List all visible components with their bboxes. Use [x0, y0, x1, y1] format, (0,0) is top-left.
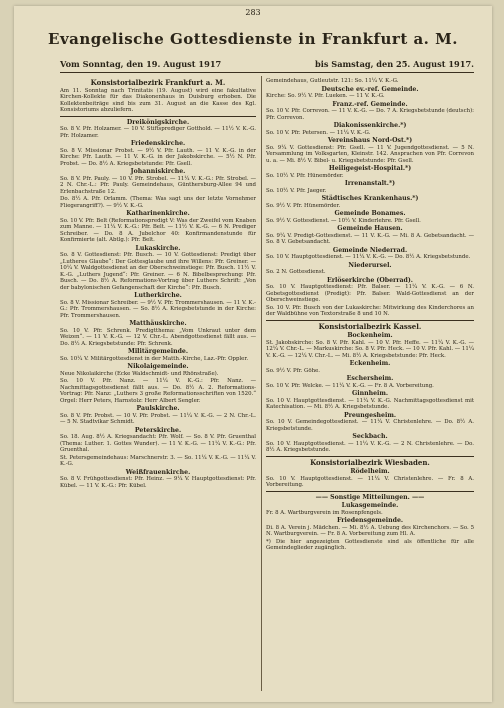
service-text: So. 10½ V. Pfr. Hünemörder. [266, 172, 344, 179]
service-text: Gemeindehaus, Gutleutstr. 121: So. 11¼ V. K.-G. [266, 78, 399, 84]
section-heading: Dreikönigskirche. [126, 118, 190, 126]
service-text: So. 10 V. Hauptgottesdienst. — 11¼ V. K.-G. — 2 N. Christenlehre. — Do. 8½ A. Kriegsbetstunde. [266, 440, 474, 453]
service-text: So. 8 V. Missionar Schreiber. — 9½ V. Pfr. Trommershausen. — 11 V. K.-G.: Pfr. Trommershausen. — So. 8½ A. Kriegsbetstunde in der Kirche: Pfr. Trommershausen. [60, 299, 256, 319]
service-text: So. 10 V. Hauptgottesdienst. — 11¼ V. K.-G. — Do. 8½ A. Kriegsbetstunde. [266, 254, 471, 260]
section-heading: Gemeinde Bonames. [334, 210, 406, 217]
service-text: So. 10 V. Pfr. Nanz. — 11¼ V. K.-G.: Pfr. Nanz. — Nachmittagsgottesdienst fällt aus. — Do. 8½ A. 2. Reformations-Vortrag: Pfr. Nanz: „Luthers 3 große Reformationsschriften von 1520.“ Orgel: Herr Peters, Harnstolz: Herr Albert Sengler. [60, 378, 256, 404]
section-heading: Eschersheim. [346, 375, 394, 382]
page-title: Evangelische Gottesdienste in Frankfurt a. M. [48, 30, 458, 48]
service-text: So. 10 V. Hauptgottesdienst: Pfr. Balser. — 11¼ V. K.-G. — 6 N. Gebetsgottesdienst (Predigt): Pfr. Balser. Wald-Gottesdienst an der Oberschweinstiege. [266, 284, 474, 303]
section-heading: Peterskirche. [134, 426, 182, 434]
section-rule [266, 456, 474, 457]
service-text: So. 9¼ V. Predigt-Gottesdienst. — 11 V. K.-G. — Mi. 8 A. Gebetsandacht. — So. 8 V. Gebetsandacht. [266, 232, 474, 245]
service-text: So. 9¼ V. Gottesdienst: Pfr. Gsell. — 11 V. Jugendgottesdienst. — 5 N. Versammlung im Volksgarten, Kleinstr. 142. Ansprachen von Pfr. Correvon u. a. — Mi. 8½ V. Bibel- u. Kriegsbetstunde: Pfr. Gsell. [266, 144, 474, 164]
service-text: So. 2 N. Gottesdienst. [266, 269, 326, 275]
section-heading: Seckbach. [352, 433, 388, 440]
section-heading: Bockenheim. [347, 332, 393, 339]
service-text: So. 10 V. Pfr. Busch von der Lukaskirche: Mitwirkung des Kinderchores an der Waldbühne von Textorstraße 8 und 10 N. [266, 304, 474, 317]
service-text: So. 8 V. Pfr. Holzamer. — 10 V. Stiftsprediger Gotthold. — 11½ V. K.-G. Pfr. Holzamer. [60, 126, 256, 139]
section-heading: Katharinenkirche. [126, 210, 190, 217]
section-heading: Weißfrauenkirche. [125, 468, 191, 476]
date-start: Vom Sonntag, den 19. August 1917 [60, 59, 222, 69]
section-heading: Konsistorialbezirk Frankfurt a. M. [90, 78, 226, 87]
section-heading: Friedenskirche. [130, 140, 186, 147]
document-page [14, 6, 492, 702]
section-heading: Preungesheim. [343, 411, 397, 419]
service-text: *) Die hier angezeigten Gottesdienste sind als öffentliche für alle Gemeindeglieder zugänglich. [266, 538, 474, 551]
section-heading: Eckenheim. [349, 360, 391, 367]
left-column [60, 78, 256, 490]
section-rule [60, 116, 256, 117]
section-heading: Irrenanstalt.*) [344, 180, 396, 187]
service-text: So. 10 V. Pfr. Petersen. — 11¼ V. K.-G. [266, 129, 371, 136]
section-heading: Nikolaigemeinde. [127, 363, 189, 370]
column-divider [261, 76, 262, 691]
page-number: 283 [245, 8, 261, 17]
service-text: Kirche: So. 9½ V. Pfr. Lueken. — 11 V. K.-G. [266, 93, 385, 99]
section-heading: —— Sonstige Mitteilungen. —— [315, 493, 425, 501]
service-text: So. 8 V. Pfr. Probst. — 10 V. Pfr. Probst. — 11¼ V. K.-G. — 2 N. Chr.-L. — 5 N. Stadtvikar Schmidt. [60, 412, 256, 425]
service-text: St. Petersgemeindehaus: Marschnerstr. 3. — So. 11¼ V. K.-G. — 11¼ V. K.-G. [60, 454, 256, 467]
service-text: Di. 8 A. Verein j. Mädchen. — Mi. 8½ A. Uebung des Kirchenchors. — So. 5 N. Wartburgverein. — Fr. 8 A. Vorbereitung zum Hl. A. [266, 524, 474, 537]
section-heading: Ginnheim. [351, 390, 389, 397]
section-heading: Konsistorialbezirk Kassel. [318, 321, 422, 331]
section-heading: Vereinshaus Nord-Ost.*) [327, 137, 413, 144]
section-heading: Gemeinde Niederrad. [332, 246, 408, 254]
service-text: So. 9½ V. Pfr. Hünemörder. [266, 202, 341, 209]
service-text: So. 10 V. Gemeindegottesdienst. — 11¼ V. Christenlehre. — Do. 8½ A. Kriegsbetstunde. [266, 419, 474, 432]
service-text: So. 10 V. Pfr. Schrenk. Predigtthema: „Vom Unkraut unter dem Weizen“. — 11 V. K.-G. — 12 V. Chr.-L. Abendgottesdienst fällt aus. — Do. 8½ A. Kriegsbetstunde: Pfr. Schrenk. [60, 327, 256, 347]
section-heading: Deutsche ev.-ref. Gemeinde. [321, 85, 419, 93]
service-text: Fr. 8 A. Wartburgverein im Rosenpfengels. [266, 509, 383, 516]
service-text: So. 9½ V. Pfr. Göhe. [266, 367, 320, 374]
service-text: So. 10 V. Pfr. Welcke. — 11¼ V. K.-G. — Fr. 8 A. Vorbereitung. [266, 382, 434, 389]
section-heading: Städtisches Krankenhaus.*) [321, 195, 419, 202]
service-text: St. Jakobskirche: So. 8 V. Pfr. Kahl. — 10 V. Pfr. Heffe. — 11¼ V. K.-G. — 12¼ V. Chr.-L. — Markuskirche: So. 8 V. Pfr. Heck. — 10 V. Pfr. Kahl. — 11¼ V. K.-G. — 12¼ V. Chr.-L. — Mi. 8½ A. Kriegsbetstunde: Pfr. Heck. [266, 339, 474, 359]
service-text: So. 10 V. Pfr. Correvon. — 11 V. K.-G. — Do. 7 A. Kriegsbetstunde (deutsch): Pfr. Correvon. [266, 108, 474, 121]
service-text: So. 10½ V. Pfr. Jaeger. [266, 187, 327, 194]
section-heading: Lukaskirche. [135, 244, 181, 252]
service-text: So. 10¼ V. Militärgottesdienst in der Matth.-Kirche, Laz.-Pfr. Oppler. [60, 355, 249, 362]
section-heading: Paulskirche. [136, 405, 180, 412]
section-rule [266, 491, 474, 492]
section-heading: Lukasgemeinde. [341, 502, 399, 509]
section-heading: Friedensgemeinde. [336, 517, 404, 524]
section-heading: Diakonissenkirche.*) [333, 122, 407, 129]
service-text: So. 8 V. Missionar Probst. — 9½ V. Pfr. Lauth. — 11 V. K.-G. in der Kirche: Pfr. Lauth. — 11 V. K.-G. in der Jakobskirche. — 5½ N. Pfr. Probst. — Do. 8½ A. Kriegsbetstunde: Pfr. Gsell. [60, 147, 256, 167]
section-heading: Niederursel. [348, 261, 392, 269]
section-heading: Rödelheim. [350, 468, 390, 475]
section-heading: Heiligegeist-Hospital.*) [328, 165, 412, 172]
date-range [60, 59, 474, 69]
section-rule [266, 320, 474, 321]
date-end: bis Samstag, den 25. August 1917. [315, 59, 474, 69]
service-text: So. 10 V. Pfr. Belt (Reformationspredigt V: Was der Zweifel vom Knaben zum Manne. — 11¼ V. K.-G.: Pfr. Belt. — 11½ V. K.-G. — 6 N. Prediger Schreiber. — Do. 8 A. Jubelchor 40: Konfirmandenstunde für Konfirmierte (alt. Abtlg.): Pfr. Belt. [60, 217, 257, 243]
service-text: So. 10 V. Hauptgottesdienst. — 11¼ V. K.-G. Nachmittagsgottesdienst mit Katechisation. — Mi. 8½ A. Kriegsbetstunde. [266, 397, 474, 410]
service-text: So. 9½ V. Gottesdienst. — 10½ V. Kinderlehre. Pfr. Gsell. [266, 217, 421, 224]
section-heading: Lutherkirche. [134, 292, 182, 299]
service-text: So. 8 V. Gottesdienst: Pfr. Busch. — 10 V. Gottesdienst: Predigt über „Lutheres Glaube“: Der Gottesglaube und ihre Willens: Pfr. Greiner. — 10¼ V. Waldgottesdienst an der Oberschweinstiege: Pfr. Busch. 11½ V. K.-G. „Luthers Jugend“: Pfr. Greiner. — 6 N. Bibelbesprechung: Pfr. Busch. — Do. 8½ A. Reformations-Vortrag über Luthers Schrift: „Von der babylonischen Gefangenschaft der Kirche“: Pfr. Busch. [60, 252, 256, 291]
section-heading: Gemeinde Hausen. [337, 225, 403, 232]
section-heading: Johanniskirche. [130, 168, 186, 175]
service-text: So. 10 V. Hauptgottesdienst. — 11¼ V. Christenlehre. — Fr. 8 A. Vorbereitung. [266, 475, 474, 488]
service-text: So. 8 V. Pfr. Pauly. — 10 V. Pfr. Strobel. — 11¼ V. K.-G.: Pfr. Strobel. — 2 N. Chr.-L.: Pfr. Pauly. Gemeindehaus, Günthersburg-Allee 94 und Erlenbachstraße 12. [60, 175, 256, 195]
section-heading: Franz.-ref. Gemeinde. [332, 100, 408, 108]
right-column [266, 78, 474, 553]
section-heading: Militärgemeinde. [127, 348, 189, 355]
service-text: Am 11. Sonntag nach Trinitatis (19. August) wird eine fakultative Kirchen-Kollekte für das Diakonenhaus in Duisburg erhoben. Die Kollektenbeiträge sind bis zum 31. August an die Kasse des Kgl. Konsistoriums abzuliefern. [60, 87, 256, 113]
service-text: Neue Nikolaikirche (Ecke Waldschmidt- und Rhönstraße). [60, 370, 219, 377]
section-heading: Matthäuskirche. [129, 320, 187, 327]
service-text: So. 8 V. Frühgottesdienst: Pfr. Heinz. — 9¼ V. Hauptgottesdienst: Pfr. Kübel. — 11 V. K.-G.: Pfr. Kübel. [60, 476, 256, 489]
section-heading: Erlöserkirche (Oberrad). [327, 276, 413, 284]
service-text: Do. 8½ A. Pfr. Orlamm. (Thema: Was sagt uns der letzte Vornehmer Fliegerangriff?). — 9½ V. K.-G. [60, 196, 256, 209]
section-heading: Konsistorialbezirk Wiesbaden. [310, 457, 430, 467]
service-text: So. 18. Aug. 8½ A. Kriegsandacht: Pfr. Wolf. — So. 8 V. Pfr. Gruenthal (Thema: Luther. 1. Gottes Wunder). — 11 V. K.-G. — 11¼ V. K.-G.: Pfr. Gruenthal. [60, 434, 256, 453]
header-rule [60, 72, 474, 73]
